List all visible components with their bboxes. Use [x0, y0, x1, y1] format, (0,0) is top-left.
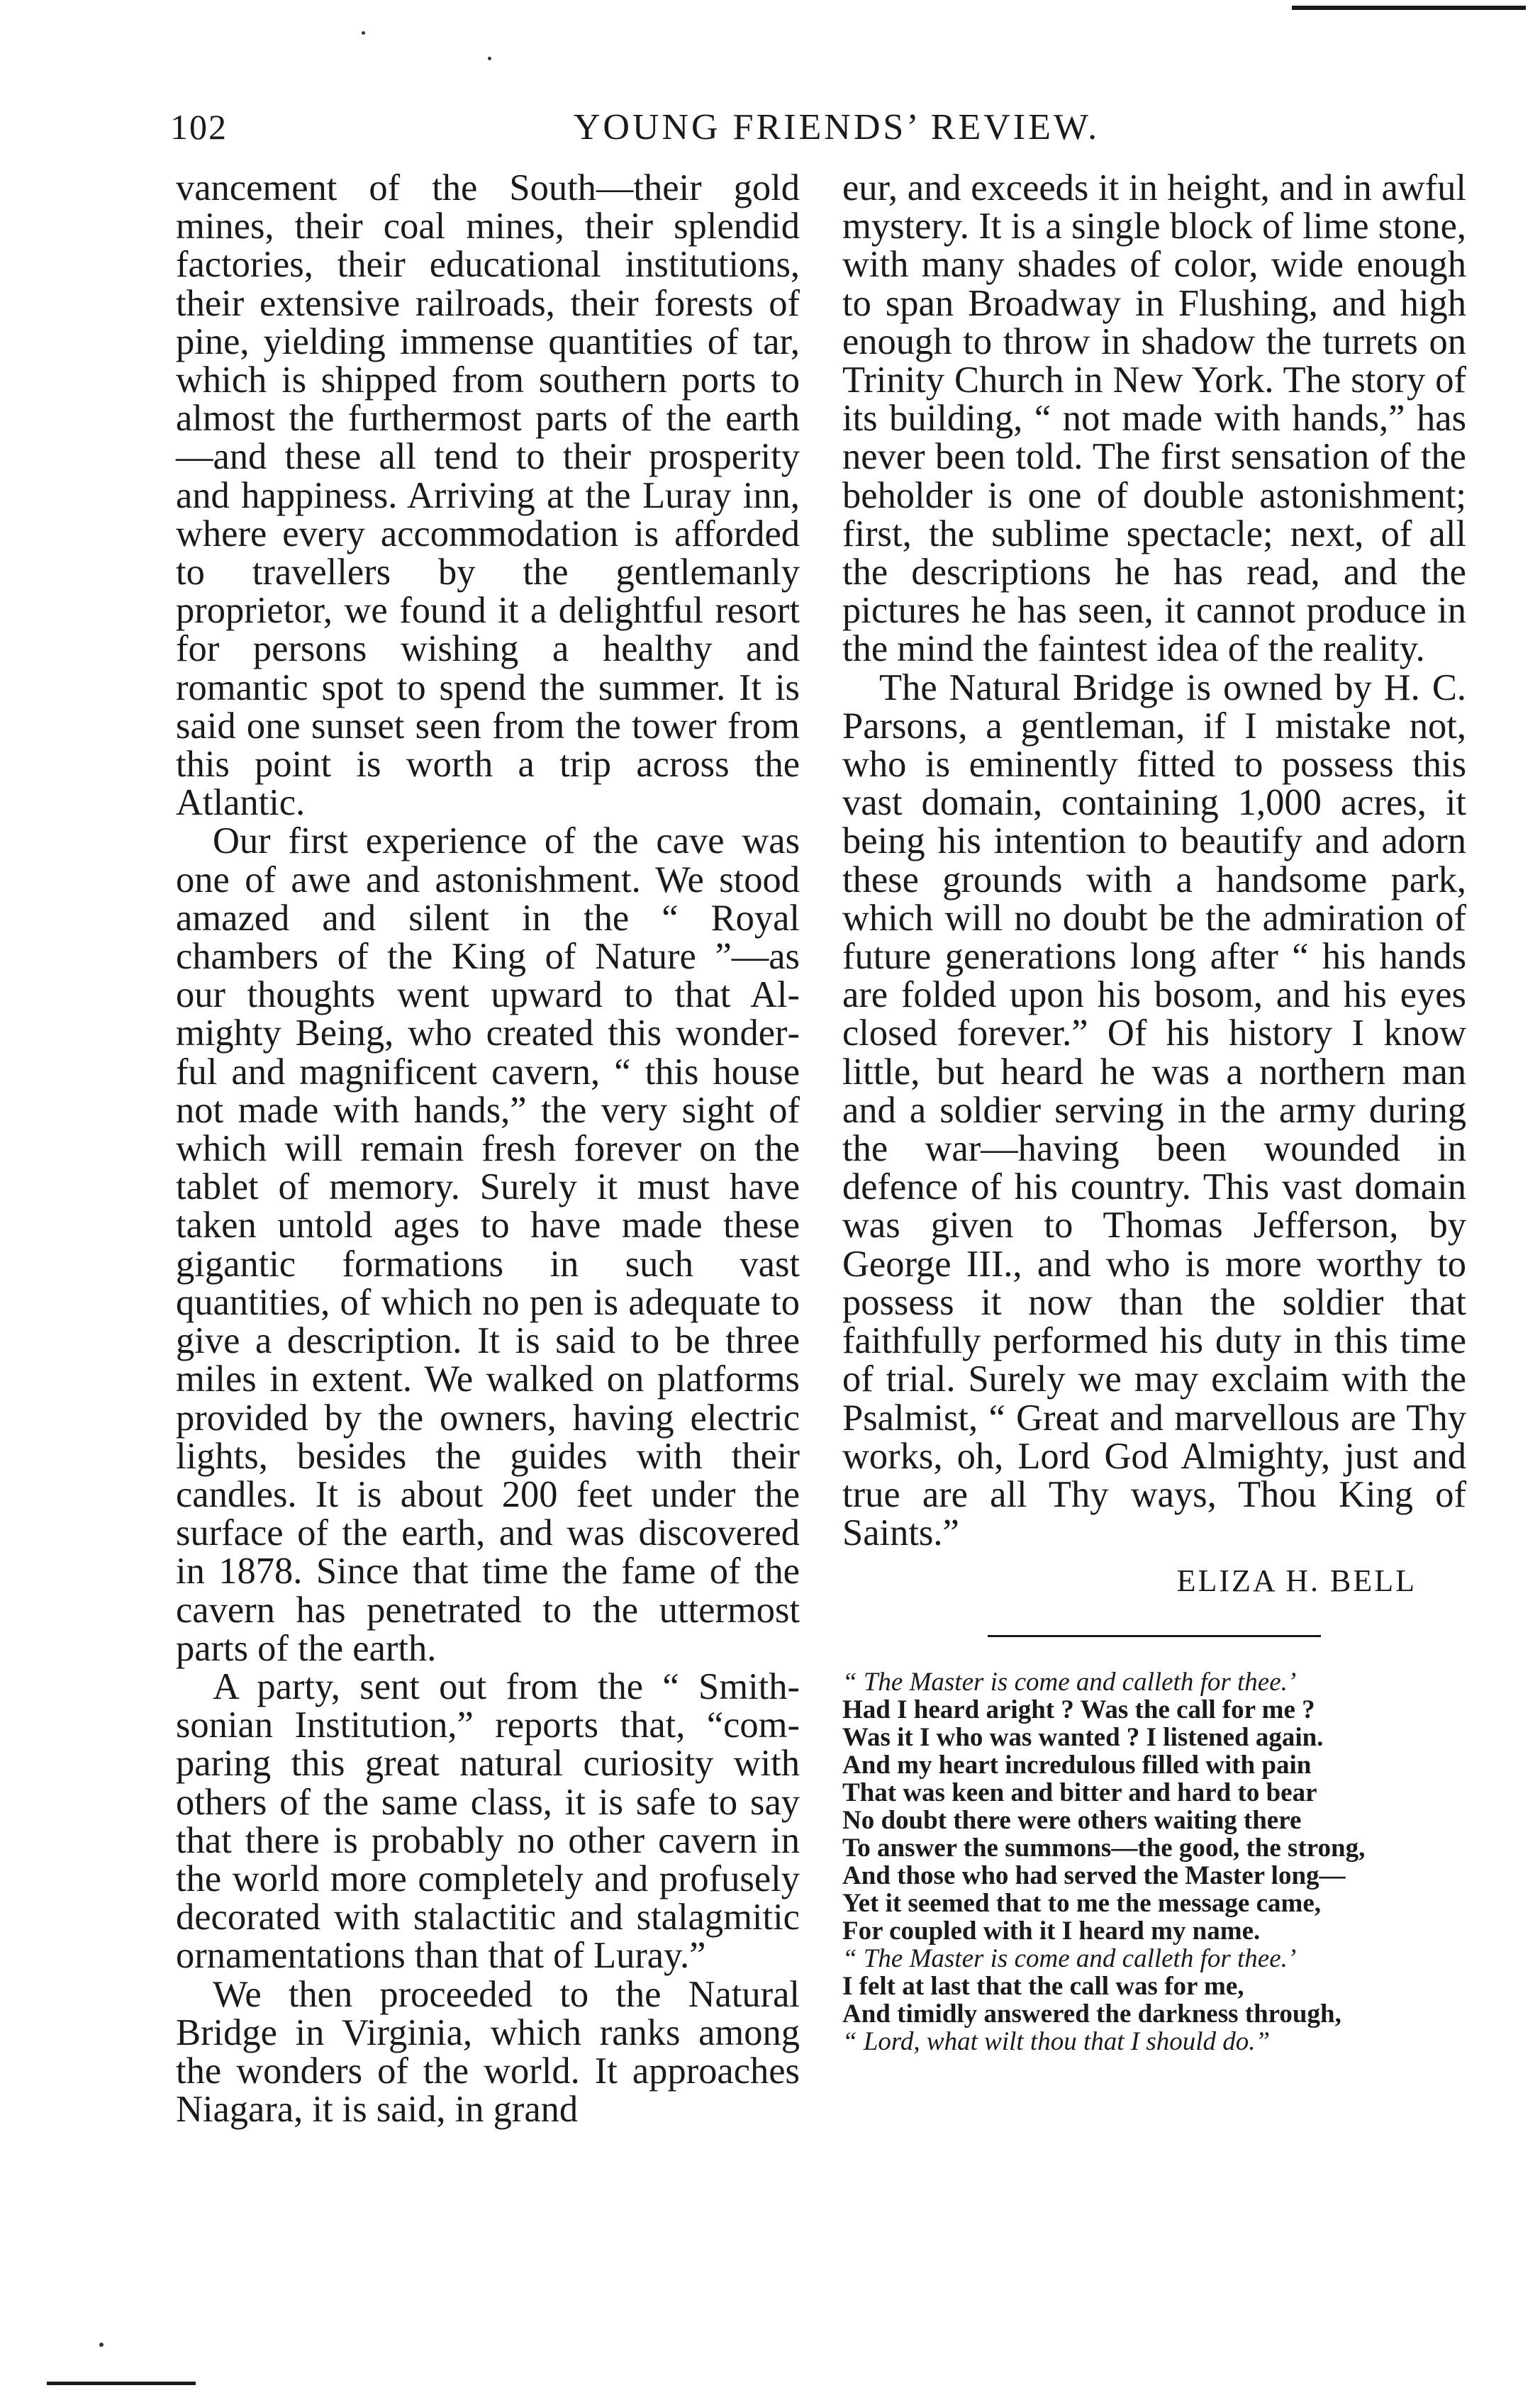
- paragraph: vancement of the South—their gold mines, their coal mines, their splendid factories, their educational institutions, their extensive railroads, their forests of pine, yielding immense quantities of tar, which is shipped from southern ports to almost the furthermost parts of the earth—and these all tend to their prosperity and happiness. Arriving at the Luray inn, where every accommodation is afforded to travellers by the gentlemanly proprietor, we found it a delightful resort for persons wishing a healthy and romantic spot to spend the summer. It is said one sunset seen from the tower from this point is worth a trip across the Atlantic.: [176, 167, 800, 824]
- poem-line: I felt at last that the call was for me,: [842, 1971, 1244, 2001]
- page-header: [170, 106, 1503, 163]
- poem-line: For coupled with it I heard my name.: [842, 1916, 1261, 1946]
- print-speck: [362, 31, 365, 35]
- paragraph: We then proceeded to the Natural Bridge in Virginia, which ranks among the wonders of the world. It approaches Niagara, it is said, in grand: [176, 1973, 800, 2131]
- poem-line: No doubt there were others waiting there: [842, 1805, 1302, 1835]
- poem-line: “ The Master is come and calleth for thee.’: [842, 1667, 1297, 1697]
- running-title: YOUNG FRIENDS’ REVIEW.: [573, 107, 1100, 147]
- poem-line: And timidly answered the darkness through,: [842, 1999, 1341, 2029]
- print-speck: [99, 2343, 104, 2347]
- poem-line: Had I heard aright ? Was the call for me ?: [842, 1695, 1315, 1724]
- print-speck: [488, 57, 491, 60]
- bottom-border-rule: [47, 2382, 196, 2385]
- page-number: 102: [170, 107, 228, 147]
- author-signature: ELIZA H. BELL: [1176, 1563, 1417, 1599]
- paragraph: Our first experience of the cave was one of awe and astonishment. We stood amazed and silent in the “ Royal chambers of the King of Nature ”—as our thoughts went upward to that Almighty Being, who created this wonderful and magnificent cavern, “ this house not made with hands,” the very sight of which will remain fresh forever on the tablet of memory. Surely it must have taken untold ages to have made these gigantic formations in such vast quantities, of which no pen is adequate to give a description. It is said to be three miles in extent. We walked on platforms provided by the owners, having electric lights, besides the guides with their candles. It is about 200 feet under the surface of the earth, and was discovered in 1878. Since that time the fame of the cavern has penetrated to the uttermost parts of the earth.: [176, 820, 800, 1669]
- poem-line: That was keen and bitter and hard to bear: [842, 1778, 1317, 1807]
- top-border-rule: [1292, 6, 1526, 10]
- poem-line: “ The Master is come and calleth for thee.’: [842, 1943, 1297, 1973]
- right-column: [842, 169, 1466, 2055]
- poem-line: To answer the summons—the good, the strong,: [842, 1833, 1366, 1863]
- poem-line: And my heart incredulous filled with pain: [842, 1750, 1312, 1780]
- poem-line: Was it I who was wanted ? I listened again.: [842, 1722, 1324, 1752]
- poem-line: “ Lord, what wilt thou that I should do.”: [842, 2026, 1271, 2056]
- poem-line: And those who had served the Master long—: [842, 1860, 1346, 1890]
- paragraph: The Natural Bridge is owned by H. C. Parsons, a gentleman, if I mistake not, who is eminently fitted to possess this vast domain, containing 1,000 acres, it being his intention to beautify and adorn these grounds with a handsome park, which will no doubt be the admiration of future generations long after “ his hands are folded upon his bosom, and his eyes closed forever.” Of his history I know little, but heard he was a northern man and a soldier serving in the army during the war—having been wounded in defence of his country. This vast domain was given to Thomas Jefferson, by George III., and who is more worthy to possess it now than the soldier that faithfully performed his duty in this time of trial. Surely we may exclaim with the Psalmist, “ Great and marvellous are Thy works, oh, Lord God Almighty, just and true are all Thy ways, Thou King of Saints.”: [842, 666, 1466, 1554]
- poem: [842, 1668, 1466, 2055]
- paragraph: eur, and exceeds it in height, and in awful mystery. It is a single block of lime stone, with many shades of color, wide enough to span Broadway in Flushing, and high enough to throw in shadow the turrets on Trinity Church in New York. The story of its building, “ not made with hands,” has never been told. The first sensation of the beholder is one of double astonishment; first, the sublime spectacle; next, of all the descriptions he has read, and the pictures he has seen, it cannot produce in the mind the faintest idea of the reality.: [842, 167, 1466, 670]
- left-column: [176, 167, 800, 2131]
- poem-line: Yet it seemed that to me the message came,: [842, 1888, 1322, 1918]
- section-divider: [988, 1635, 1321, 1637]
- paragraph: A party, sent out from the “ Smithsonian Institution,” reports that, “comparing this great natural curiosity with others of the same class, it is safe to say that there is probably no other cavern in the world more completely and profusely decorated with stalactitic and stalagmitic ornamentations than that of Luray.”: [176, 1665, 800, 1977]
